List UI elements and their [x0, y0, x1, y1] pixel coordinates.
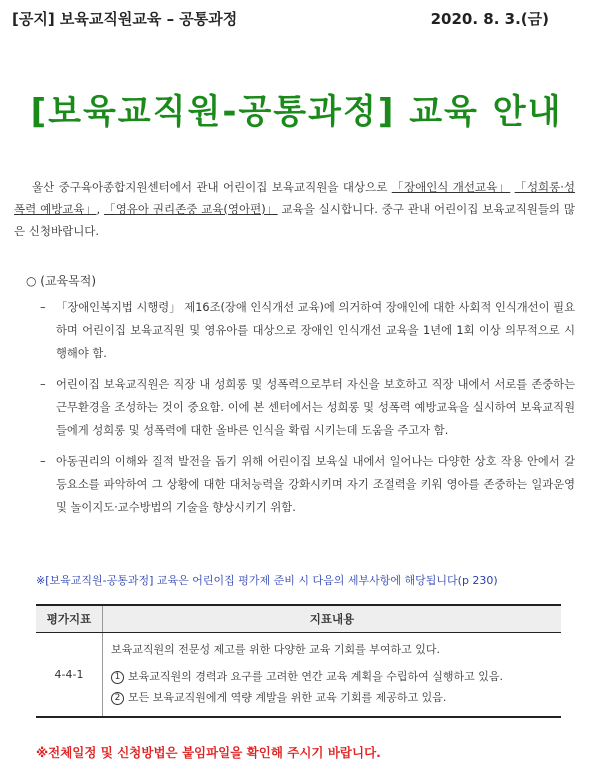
circled-number: 1	[111, 671, 124, 684]
table-header-row	[36, 605, 561, 633]
main-title: [보육교직원-공통과정] 교육 안내	[30, 92, 563, 132]
indicator-code: 4-4-1	[36, 633, 103, 718]
dash-marker: –	[40, 378, 46, 391]
course-harassment-prevention: 「성희롱·성폭력 예방교육」	[14, 180, 576, 216]
objective-item	[40, 296, 575, 365]
course-infant-rights: 「영유아 권리존중 교육(영아편)」	[103, 202, 278, 216]
indicator-content	[103, 633, 562, 718]
dash-marker: –	[40, 455, 46, 468]
objective-item	[40, 450, 575, 519]
intro-text-2: 교육을 실시합니다. 중구 관내 어린이집 보육교직원들의 많은 신청바랍니다.	[14, 202, 576, 238]
objective-text: 아동권리의 이해와 질적 발전을 돕기 위해 어린이집 보육실 내에서 일어나는 다양한 상호 작용 안에서 갈등요소를 파악하여 그 상황에 대한 대처능력을 강화시키며 자기 조절력을 키워 영아를 존중하는 일과운영 및 놀이지도·교수방법의 기술을 향상시키기 위함.	[56, 455, 575, 514]
dash-marker: –	[40, 301, 46, 314]
objective-text: 「장애인복지법 시행령」 제16조(장애 인식개선 교육)에 의거하여 장애인에 대한 사회적 인식개선이 필요하며 어린이집 보육교직원 및 영유아를 대상으로 장애인 인식개선 교육을 1년에 1회 이상 의무적으로 시행해야 함.	[56, 301, 575, 360]
indicator-item	[111, 687, 553, 708]
objective-item	[40, 373, 575, 442]
objective-text: 어린이집 보육교직원은 직장 내 성희롱 및 성폭력으로부터 자신을 보호하고 직장 내에서 서로를 존중하는 근무환경을 조성하는 것이 중요함. 이에 본 센터에서는 성희롱 및 성폭력 예방교육을 실시하여 보육교직원들에게 성희롱 및 성폭력에 대한 올바른 인식을 확립 시키는데 도움을 주고자 함.	[56, 378, 575, 437]
indicator-item-text: 모든 보육교직원에게 역량 계발을 위한 교육 기회를 제공하고 있음.	[128, 691, 447, 704]
intro-text-1: 울산 중구육아종합지원센터에서 관내 어린이집 보육교직원을 대상으로	[32, 180, 392, 194]
header-content: 지표내용	[103, 605, 562, 633]
objectives-heading: ○ (교육목적)	[26, 274, 97, 288]
indicator-item-text: 보육교직원의 경력과 요구를 고려한 연간 교육 계획을 수립하여 실행하고 있음.	[128, 670, 503, 683]
circled-number: 2	[111, 692, 124, 705]
header-indicator: 평가지표	[36, 605, 103, 633]
table-note: ※[보육교직원-공통과정] 교육은 어린이집 평가제 준비 시 다음의 세부사항에 해당됩니다(p 230)	[36, 574, 498, 587]
course-disability-awareness: 「장애인식 개선교육」	[391, 180, 511, 194]
indicator-item	[111, 666, 553, 687]
table-row	[36, 633, 561, 718]
intro-paragraph: 울산 중구육아종합지원센터에서 관내 어린이집 보육교직원을 대상으로 「장애인식 개선교육」 「성희롱·성폭력 예방교육」, 「영유아 권리존중 교육(영아편)」 교육을 실시합니다. 중구 관내 어린이집 보육교직원들의 많은 신청바랍니다.	[14, 180, 576, 238]
notice-title: [공지] 보육교직원교육 – 공통과정	[12, 10, 238, 28]
objectives-list	[40, 296, 575, 527]
evaluation-criteria-table	[36, 604, 561, 718]
header-row	[12, 8, 581, 30]
schedule-notice: ※전체일정 및 신청방법은 붙임파일을 확인해 주시기 바랍니다.	[36, 745, 381, 760]
notice-date: 2020. 8. 3.(금)	[430, 10, 549, 28]
indicator-lead: 보육교직원의 전문성 제고를 위한 다양한 교육 기회를 부여하고 있다.	[111, 643, 440, 656]
